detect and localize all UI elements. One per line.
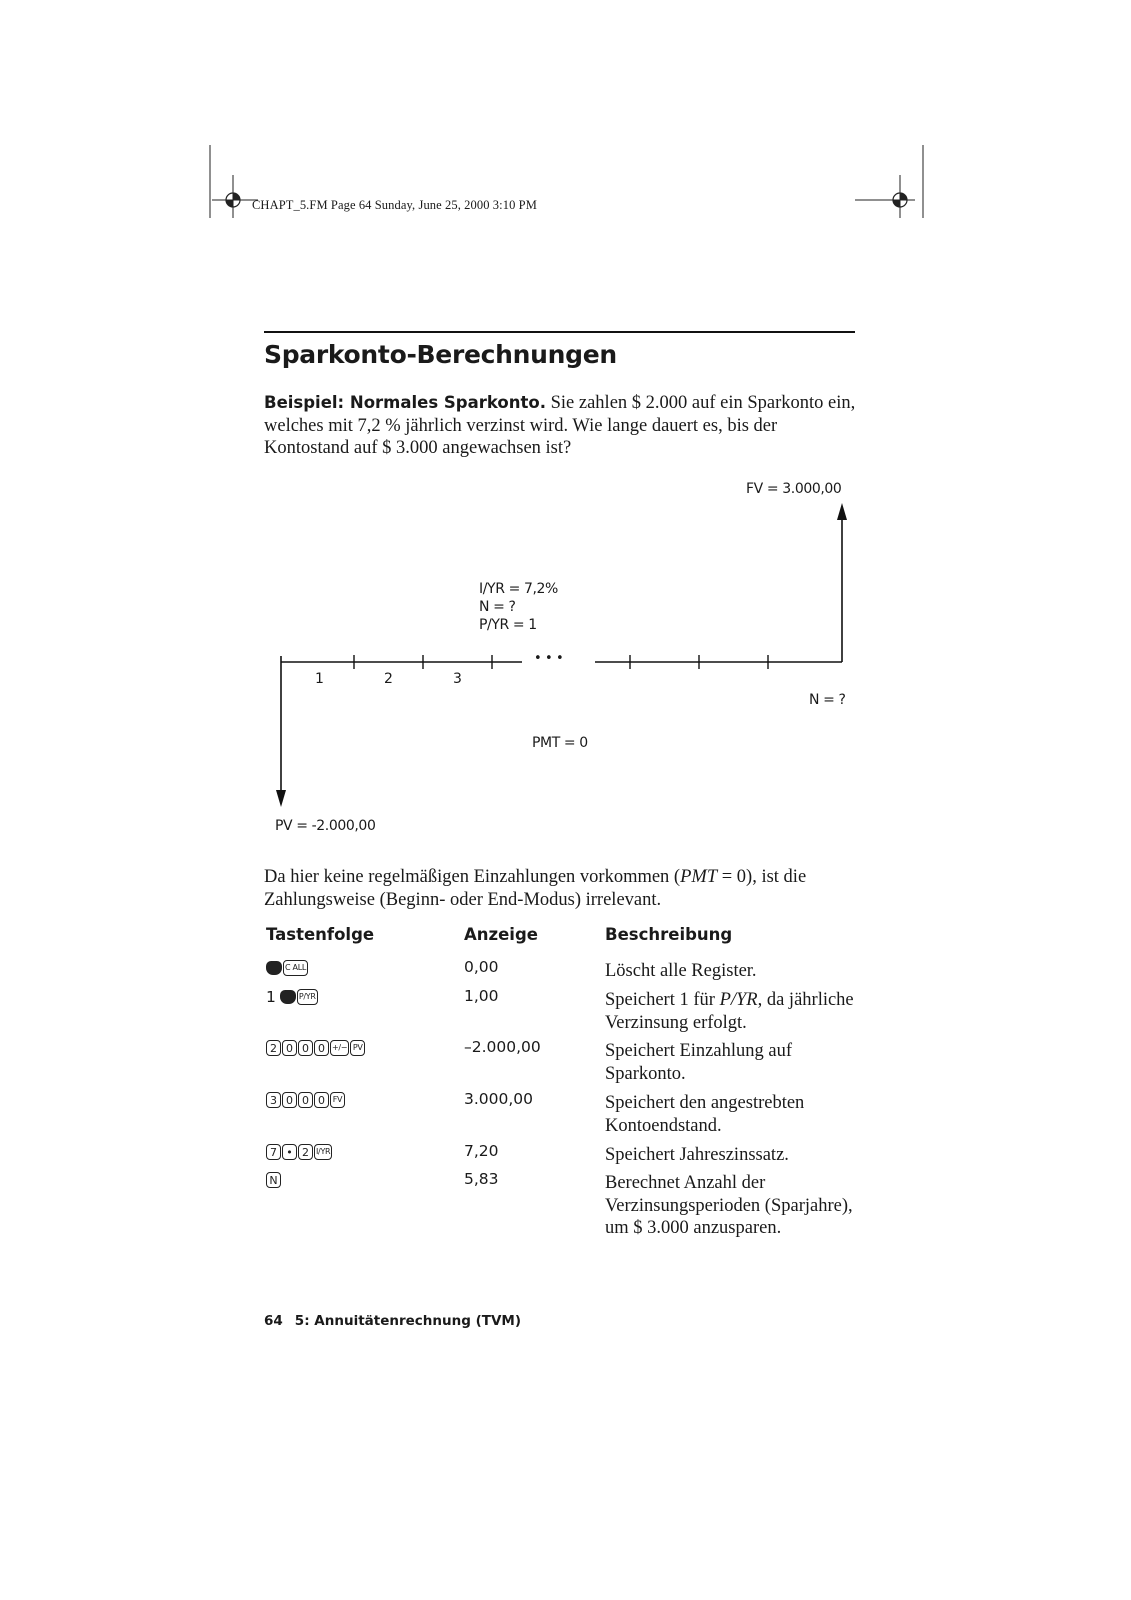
description: Speichert Einzahlung auf Sparkonto.: [605, 1041, 792, 1084]
pmt-label: PMT = 0: [532, 735, 588, 751]
note-text-after: = 0), ist die Zahlungsweise (Beginn- oder End-Modus) irrelevant.: [264, 867, 807, 910]
key-0: 0: [298, 1040, 313, 1056]
header-description: Beschreibung: [605, 925, 733, 944]
key-2: 2: [298, 1144, 313, 1160]
key-iyr: I/YR: [314, 1144, 332, 1160]
keystroke-sequence: [266, 987, 318, 1007]
n-label-top: N = ?: [479, 599, 516, 615]
key-fv: FV: [330, 1092, 345, 1108]
period-label-1: 1: [315, 671, 324, 687]
intro-paragraph: [264, 392, 864, 460]
description: Löscht alle Register.: [605, 961, 757, 981]
pv-label: PV = -2.000,00: [275, 818, 376, 834]
keystroke-sequence: [266, 1090, 345, 1110]
display-value: 0,00: [464, 958, 499, 976]
key-pv: PV: [350, 1040, 365, 1056]
description: Speichert den angestrebten Kontoendstand.: [605, 1093, 805, 1136]
page-footer: [264, 1313, 521, 1329]
keystroke-sequence: [266, 1038, 365, 1058]
display-value: 7,20: [464, 1142, 499, 1160]
key-plus-minus: +/−: [330, 1040, 349, 1056]
key-n: N: [266, 1172, 281, 1188]
n-label-right: N = ?: [809, 692, 846, 708]
iyr-label: I/YR = 7,2%: [479, 581, 558, 597]
shift-key: [280, 990, 296, 1004]
fv-label: FV = 3.000,00: [746, 481, 842, 497]
shift-key: [266, 961, 282, 975]
description: Berechnet Anzahl der Verzinsungsperioden (Sparjahre), um $ 3.000 anzusparen.: [605, 1173, 853, 1238]
key-7: 7: [266, 1144, 281, 1160]
pyr-label: P/YR = 1: [479, 617, 537, 633]
keystroke-sequence: [266, 1142, 332, 1162]
description: Speichert Jahreszinssatz.: [605, 1145, 789, 1165]
key-0: 0: [298, 1092, 313, 1108]
header-display: Anzeige: [464, 925, 538, 944]
chapter-title: 5: Annuitätenrechnung (TVM): [294, 1313, 522, 1329]
keystroke-sequence: [266, 958, 308, 978]
intro-text: Sie zahlen $ 2.000 auf ein Sparkonto ein, welches mit 7,2 % jährlich verzinst wird. Wie lange dauert es, bis der Kontostand auf $ 3.000 angewachsen ist?: [264, 393, 856, 458]
keystroke-sequence: [266, 1170, 281, 1190]
description: [605, 989, 865, 1034]
timeline-ellipsis: • • •: [534, 651, 564, 666]
key-0: 0: [282, 1092, 297, 1108]
key-0: 0: [282, 1040, 297, 1056]
key-3: 3: [266, 1092, 281, 1108]
crop-mark-left: [200, 145, 260, 220]
key-0: 0: [314, 1092, 329, 1108]
crop-mark-right: [855, 145, 925, 220]
description-pyr: P/YR: [719, 990, 758, 1010]
period-label-2: 2: [384, 671, 393, 687]
description-before: Speichert 1 für: [605, 990, 720, 1010]
note-pmt: PMT: [680, 867, 718, 887]
display-value: 3.000,00: [464, 1090, 534, 1108]
display-value: 1,00: [464, 987, 499, 1005]
title-rule: [264, 331, 855, 333]
key-c-all: C ALL: [283, 960, 308, 976]
key-0: 0: [314, 1040, 329, 1056]
page-number: 64: [264, 1313, 283, 1329]
description-after: , da jährliche Verzinsung erfolgt.: [605, 990, 854, 1033]
note-paragraph: [264, 866, 864, 911]
header-keystrokes: Tastenfolge: [266, 925, 375, 944]
key-pyr: P/YR: [297, 989, 318, 1005]
digit-prefix: 1: [266, 988, 276, 1006]
print-header-file-info: CHAPT_5.FM Page 64 Sunday, June 25, 2000 3:10 PM: [252, 198, 537, 212]
key-decimal-point: •: [282, 1144, 297, 1160]
display-value: 5,83: [464, 1170, 499, 1188]
cash-flow-diagram: [260, 480, 860, 840]
key-2: 2: [266, 1040, 281, 1056]
period-label-3: 3: [453, 671, 462, 687]
page-title: Sparkonto-Berechnungen: [264, 340, 617, 369]
intro-lead: Beispiel: Normales Sparkonto.: [264, 393, 546, 412]
pv-arrow-head: [276, 790, 286, 807]
note-text-before: Da hier keine regelmäßigen Einzahlungen vorkommen (: [264, 867, 681, 887]
display-value: –2.000,00: [464, 1038, 541, 1056]
fv-arrow-head: [837, 503, 847, 520]
